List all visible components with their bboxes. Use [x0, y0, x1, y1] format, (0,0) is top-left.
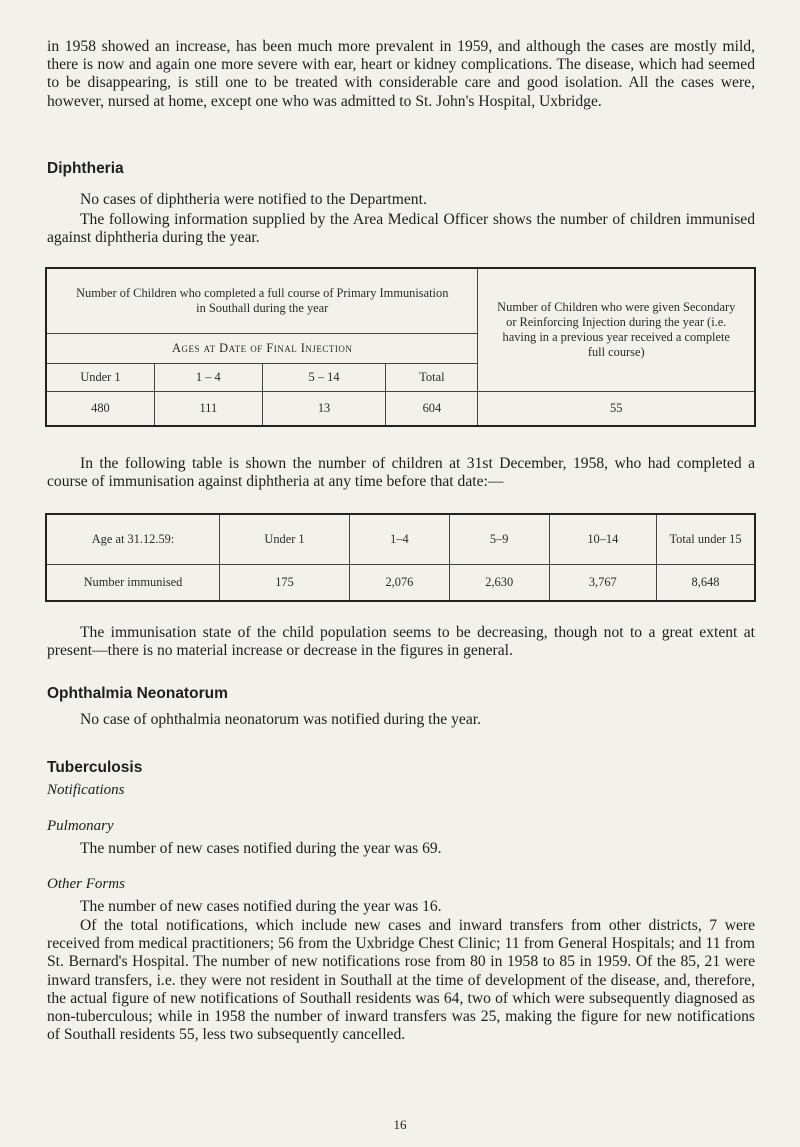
col-header-1-4: 1 – 4 — [154, 363, 262, 391]
page-number: 16 — [393, 1117, 407, 1132]
immunised-under-1: 175 — [220, 564, 350, 601]
intro-paragraph: in 1958 showed an increase, has been much more prevalent in 1959, and although the cases are mostly mild, there is now and again one more severe with ear, heart or kidney complications. The disease, which had seemed to be disappearing, is still one to be treated with considerable care and good isolation. All the cases were, however, nursed at home, except one who was admitted to St. John's Hospital, Uxbridge. — [47, 38, 755, 110]
primary-header-cell: Number of Children who completed a full course of Primary Immunisation in Southall during the year — [46, 268, 478, 333]
ophthalmia-para: No case of ophthalmia neonatorum was notified during the year. — [80, 711, 481, 728]
diphtheria-para-3: In the following table is shown the number of children at 31st December, 1958, who had completed a course of immunisation against diphtheria at any time before that date:— — [47, 455, 755, 491]
immunised-1-4: 2,076 — [350, 564, 450, 601]
value-total: 604 — [386, 391, 478, 426]
immunised-by-age-table — [45, 513, 756, 602]
tuberculosis-final-para: Of the total notifications, which include new cases and inward transfers from other districts, 7 were received from medical practitioners; 56 from the Uxbridge Chest Clinic; 11 from General Hospitals; and 11 from St. Bernard's Hospital. The number of new notifications rose from 80 in 1958 to 85 in 1959. Of the 85, 21 were inward transfers, i.e. they were not resident in Southall at the time of development of the disease, and, therefore, the actual figure of new notifications of Southall residents was 64, two of which were subsequently diagnosed as non-tuberculous; while in 1958 the number of inward transfers was 25, making the figure for new notifications of Southall residents 55, less two subsequently cancelled. — [47, 917, 755, 1044]
ages-header-cell: Ages at Date of Final Injection — [46, 333, 478, 363]
number-immunised-label: Number immunised — [46, 564, 220, 601]
secondary-header-cell: Number of Children who were given Secondary or Reinforcing Injection during the year (i.e. having in a previous year received a complete full course) — [478, 268, 755, 391]
ophthalmia-heading: Ophthalmia Neonatorum — [47, 685, 228, 702]
col-1-4: 1–4 — [350, 514, 450, 564]
primary-immunisation-table — [45, 267, 756, 427]
col-header-total: Total — [386, 363, 478, 391]
immunised-total: 8,648 — [657, 564, 756, 601]
value-secondary: 55 — [478, 391, 755, 426]
value-1-4: 111 — [154, 391, 262, 426]
immunised-5-9: 2,630 — [449, 564, 549, 601]
col-header-under-1: Under 1 — [46, 363, 154, 391]
immunised-10-14: 3,767 — [549, 564, 656, 601]
col-header-5-14: 5 – 14 — [262, 363, 386, 391]
age-row-header: Age at 31.12.59: — [46, 514, 220, 564]
diphtheria-para-4: The immunisation state of the child population seems to be decreasing, though not to a great extent at present—there is no material increase or decrease in the figures in general. — [47, 624, 755, 660]
other-forms-text: The number of new cases notified during the year was 16. — [80, 898, 442, 915]
value-under-1: 480 — [46, 391, 154, 426]
pulmonary-text: The number of new cases notified during the year was 69. — [80, 840, 442, 857]
col-total-under-15: Total under 15 — [657, 514, 756, 564]
col-under-1: Under 1 — [220, 514, 350, 564]
diphtheria-para-1: No cases of diphtheria were notified to the Department. — [80, 191, 427, 208]
col-5-9: 5–9 — [449, 514, 549, 564]
pulmonary-subheading: Pulmonary — [47, 818, 114, 834]
notifications-subheading: Notifications — [47, 782, 125, 798]
other-forms-subheading: Other Forms — [47, 876, 125, 892]
diphtheria-heading: Diphtheria — [47, 160, 124, 177]
diphtheria-para-2: The following information supplied by the Area Medical Officer shows the number of children immunised against diphtheria during the year. — [47, 211, 755, 247]
value-5-14: 13 — [262, 391, 386, 426]
tuberculosis-heading: Tuberculosis — [47, 759, 143, 776]
col-10-14: 10–14 — [549, 514, 656, 564]
